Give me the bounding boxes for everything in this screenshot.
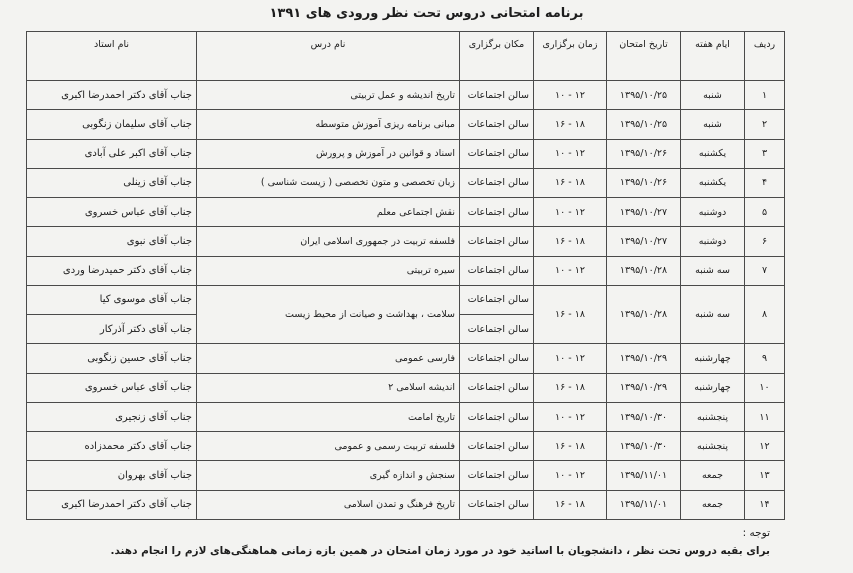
exam-date-cell: ۱۳۹۵/۱۰/۲۶ <box>607 139 681 168</box>
row-number-cell: ۱۳ <box>745 461 785 490</box>
row-number-cell: ۲ <box>745 110 785 139</box>
exam-date-cell: ۱۳۹۵/۱۱/۰۱ <box>607 461 681 490</box>
row-number-cell: ۹ <box>745 344 785 373</box>
weekday-cell: جمعه <box>681 490 745 519</box>
exam-time-cell: ۱۸ - ۱۶ <box>534 285 607 344</box>
table-row <box>27 373 785 402</box>
row-number-cell: ۱۱ <box>745 402 785 431</box>
exam-time-cell: ۱۲ - ۱۰ <box>534 198 607 227</box>
course-name-cell: فلسفه تربیت در جمهوری اسلامی ایران <box>197 227 460 256</box>
exam-place-cell: سالن اجتماعات <box>460 110 534 139</box>
teacher-name-cell: جناب آقای دکتر آذرکار <box>27 315 197 344</box>
exam-date-cell: ۱۳۹۵/۱۰/۲۷ <box>607 227 681 256</box>
exam-schedule-table <box>26 31 785 520</box>
exam-place-cell: سالن اجتماعات <box>460 256 534 285</box>
course-name-cell: سیره تربیتی <box>197 256 460 285</box>
exam-place-cell: سالن اجتماعات <box>460 81 534 110</box>
note-label: توجه : <box>742 527 770 539</box>
exam-place-cell: سالن اجتماعات <box>460 198 534 227</box>
exam-time-cell: ۱۲ - ۱۰ <box>534 81 607 110</box>
table-row <box>27 198 785 227</box>
teacher-name-cell: جناب آقای دکتر محمدزاده <box>27 432 197 461</box>
exam-time-cell: ۱۸ - ۱۶ <box>534 168 607 197</box>
teacher-name-cell: جناب آقای اکبر علی آبادی <box>27 139 197 168</box>
exam-date-cell: ۱۳۹۵/۱۱/۰۱ <box>607 490 681 519</box>
exam-time-cell: ۱۸ - ۱۶ <box>534 110 607 139</box>
weekday-cell: چهارشنبه <box>681 344 745 373</box>
weekday-cell: شنبه <box>681 81 745 110</box>
table-row <box>27 490 785 519</box>
course-name-cell: فلسفه تربیت رسمی و عمومی <box>197 432 460 461</box>
exam-date-cell: ۱۳۹۵/۱۰/۲۵ <box>607 110 681 139</box>
row-number-cell: ۱۲ <box>745 432 785 461</box>
weekday-cell: جمعه <box>681 461 745 490</box>
table-row <box>27 285 785 314</box>
exam-date-cell: ۱۳۹۵/۱۰/۲۶ <box>607 168 681 197</box>
exam-date-cell: ۱۳۹۵/۱۰/۲۸ <box>607 285 681 344</box>
exam-time-cell: ۱۲ - ۱۰ <box>534 139 607 168</box>
row-number-cell: ۸ <box>745 285 785 344</box>
course-name-cell: سلامت ، بهداشت و صیانت از محیط زیست <box>197 285 460 344</box>
header-exam-place: مکان برگزاری <box>460 32 534 81</box>
weekday-cell: دوشنبه <box>681 227 745 256</box>
weekday-cell: سه شنبه <box>681 256 745 285</box>
exam-time-cell: ۱۲ - ۱۰ <box>534 344 607 373</box>
table-row <box>27 168 785 197</box>
course-name-cell: اسناد و قوانین در آموزش و پرورش <box>197 139 460 168</box>
exam-place-cell: سالن اجتماعات <box>460 402 534 431</box>
teacher-name-cell: جناب آقای عباس خسروی <box>27 373 197 402</box>
exam-place-cell: سالن اجتماعات <box>460 227 534 256</box>
exam-place-cell: سالن اجتماعات <box>460 168 534 197</box>
exam-place-cell: سالن اجتماعات <box>460 139 534 168</box>
course-name-cell: تاریخ فرهنگ و تمدن اسلامی <box>197 490 460 519</box>
exam-time-cell: ۱۲ - ۱۰ <box>534 461 607 490</box>
row-number-cell: ۶ <box>745 227 785 256</box>
course-name-cell: نقش اجتماعی معلم <box>197 198 460 227</box>
teacher-name-cell: جناب آقای نبوی <box>27 227 197 256</box>
teacher-name-cell: جناب آقای دکتر حمیدرضا وردی <box>27 256 197 285</box>
exam-date-cell: ۱۳۹۵/۱۰/۳۰ <box>607 432 681 461</box>
row-number-cell: ۱ <box>745 81 785 110</box>
row-number-cell: ۳ <box>745 139 785 168</box>
course-name-cell: اندیشه اسلامی ۲ <box>197 373 460 402</box>
weekday-cell: چهارشنبه <box>681 373 745 402</box>
teacher-name-cell: جناب آقای سلیمان زنگوبی <box>27 110 197 139</box>
exam-date-cell: ۱۳۹۵/۱۰/۲۹ <box>607 373 681 402</box>
weekday-cell: یکشنبه <box>681 168 745 197</box>
table-row <box>27 139 785 168</box>
teacher-name-cell: جناب آقای زنجیری <box>27 402 197 431</box>
exam-date-cell: ۱۳۹۵/۱۰/۲۵ <box>607 81 681 110</box>
header-row-number: ردیف <box>745 32 785 81</box>
course-name-cell: سنجش و اندازه گیری <box>197 461 460 490</box>
exam-date-cell: ۱۳۹۵/۱۰/۲۹ <box>607 344 681 373</box>
exam-place-cell: سالن اجتماعات <box>460 432 534 461</box>
table-row <box>27 256 785 285</box>
header-weekday: ایام هفته <box>681 32 745 81</box>
exam-time-cell: ۱۲ - ۱۰ <box>534 402 607 431</box>
exam-place-cell: سالن اجتماعات <box>460 285 534 314</box>
exam-time-cell: ۱۸ - ۱۶ <box>534 490 607 519</box>
exam-date-cell: ۱۳۹۵/۱۰/۲۷ <box>607 198 681 227</box>
header-teacher-name: نام استاد <box>27 32 197 81</box>
course-name-cell: فارسی عمومی <box>197 344 460 373</box>
exam-time-cell: ۱۲ - ۱۰ <box>534 256 607 285</box>
table-row <box>27 461 785 490</box>
teacher-name-cell: جناب آقای حسین زنگوبی <box>27 344 197 373</box>
header-exam-time: زمان برگزاری <box>534 32 607 81</box>
row-number-cell: ۵ <box>745 198 785 227</box>
teacher-name-cell: جناب آقای دکتر احمدرضا اکبری <box>27 490 197 519</box>
header-course-name: نام درس <box>197 32 460 81</box>
teacher-name-cell: جناب آقای دکتر احمدرضا اکبری <box>27 81 197 110</box>
weekday-cell: شنبه <box>681 110 745 139</box>
weekday-cell: پنجشنبه <box>681 402 745 431</box>
exam-place-cell: سالن اجتماعات <box>460 373 534 402</box>
row-number-cell: ۱۴ <box>745 490 785 519</box>
row-number-cell: ۴ <box>745 168 785 197</box>
note-text: برای بقیه دروس تحت نظر ، دانشجویان با اساتید خود در مورد زمان امتحان در همین بازه زمانی هماهنگی‌های لازم را انجام دهند. <box>110 545 770 557</box>
weekday-cell: دوشنبه <box>681 198 745 227</box>
exam-time-cell: ۱۸ - ۱۶ <box>534 227 607 256</box>
table-row <box>27 432 785 461</box>
table-header-row <box>27 32 785 81</box>
exam-place-cell: سالن اجتماعات <box>460 344 534 373</box>
table-row <box>27 110 785 139</box>
weekday-cell: یکشنبه <box>681 139 745 168</box>
page-title: برنامه امتحانی دروس تحت نظر ورودی های ۱۳۹۱ <box>269 6 584 21</box>
table-row <box>27 402 785 431</box>
course-name-cell: تاریخ امامت <box>197 402 460 431</box>
exam-date-cell: ۱۳۹۵/۱۰/۲۸ <box>607 256 681 285</box>
row-number-cell: ۱۰ <box>745 373 785 402</box>
course-name-cell: زبان تخصصی و متون تخصصی ( زیست شناسی ) <box>197 168 460 197</box>
teacher-name-cell: جناب آقای بهروان <box>27 461 197 490</box>
table-row <box>27 227 785 256</box>
exam-place-cell: سالن اجتماعات <box>460 490 534 519</box>
teacher-name-cell: جناب آقای زینلی <box>27 168 197 197</box>
row-number-cell: ۷ <box>745 256 785 285</box>
course-name-cell: تاریخ اندیشه و عمل تربیتی <box>197 81 460 110</box>
header-exam-date: تاریخ امتحان <box>607 32 681 81</box>
course-name-cell: مبانی برنامه ریزی آموزش متوسطه <box>197 110 460 139</box>
teacher-name-cell: جناب آقای عباس خسروی <box>27 198 197 227</box>
exam-place-cell: سالن اجتماعات <box>460 461 534 490</box>
exam-time-cell: ۱۸ - ۱۶ <box>534 373 607 402</box>
table-row <box>27 344 785 373</box>
exam-date-cell: ۱۳۹۵/۱۰/۳۰ <box>607 402 681 431</box>
teacher-name-cell: جناب آقای موسوی کیا <box>27 285 197 314</box>
weekday-cell: سه شنبه <box>681 285 745 344</box>
exam-time-cell: ۱۸ - ۱۶ <box>534 432 607 461</box>
exam-place-cell: سالن اجتماعات <box>460 315 534 344</box>
table-row <box>27 81 785 110</box>
weekday-cell: پنجشنبه <box>681 432 745 461</box>
